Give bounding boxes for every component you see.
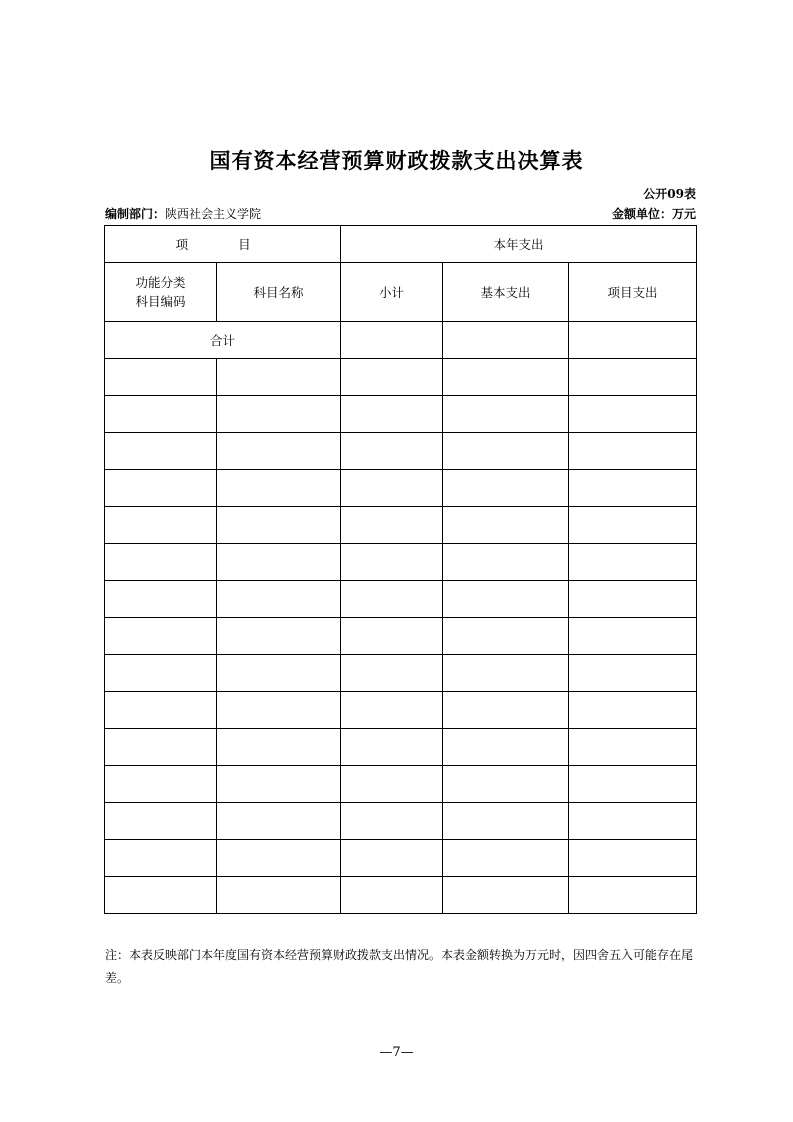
table-cell	[341, 433, 443, 470]
meta-row	[105, 205, 696, 223]
table-row	[105, 803, 697, 840]
table-row	[105, 840, 697, 877]
table-cell	[443, 877, 569, 914]
table-cell	[105, 581, 217, 618]
col-subtotal: 小计	[341, 263, 443, 322]
table-cell	[443, 470, 569, 507]
expense-table	[104, 225, 697, 914]
table-row	[105, 359, 697, 396]
col-project-expense: 项目支出	[569, 263, 697, 322]
table-cell	[217, 544, 341, 581]
table-cell	[105, 692, 217, 729]
table-row	[105, 729, 697, 766]
table-cell	[341, 877, 443, 914]
table-row	[105, 507, 697, 544]
table-row	[105, 655, 697, 692]
table-cell	[217, 507, 341, 544]
table-cell	[341, 766, 443, 803]
table-cell	[569, 618, 697, 655]
table-cell	[569, 544, 697, 581]
table-cell	[443, 803, 569, 840]
table-cell	[105, 507, 217, 544]
table-cell	[217, 729, 341, 766]
compiler-value: 陕西社会主义学院	[165, 207, 262, 221]
table-cell	[341, 618, 443, 655]
table-cell	[217, 581, 341, 618]
table-cell	[569, 803, 697, 840]
header-row-1	[105, 226, 697, 263]
table-cell	[217, 655, 341, 692]
table-cell	[569, 655, 697, 692]
table-cell	[341, 692, 443, 729]
table-cell	[217, 692, 341, 729]
table-cell	[341, 581, 443, 618]
table-cell	[443, 766, 569, 803]
table-cell	[443, 655, 569, 692]
table-cell	[217, 877, 341, 914]
table-cell	[105, 433, 217, 470]
table-cell	[105, 729, 217, 766]
table-row	[105, 470, 697, 507]
table-cell	[217, 840, 341, 877]
table-cell	[569, 877, 697, 914]
unit-label: 金额单位：万元	[611, 207, 696, 221]
table-cell	[217, 618, 341, 655]
table-cell	[443, 729, 569, 766]
table-cell	[443, 581, 569, 618]
table-cell	[105, 840, 217, 877]
table-cell	[105, 803, 217, 840]
table-row	[105, 766, 697, 803]
document-title: 国有资本经营预算财政拨款支出决算表	[209, 148, 584, 173]
table-cell	[443, 396, 569, 433]
table-cell	[105, 470, 217, 507]
table-cell	[217, 433, 341, 470]
table-cell	[217, 803, 341, 840]
table-cell	[341, 840, 443, 877]
table-cell	[569, 433, 697, 470]
table-cell	[217, 359, 341, 396]
table-row	[105, 544, 697, 581]
table-cell	[341, 507, 443, 544]
table-cell	[443, 692, 569, 729]
table-row	[105, 396, 697, 433]
table-cell	[217, 766, 341, 803]
total-subtotal	[341, 322, 443, 359]
form-number: 公开09表	[643, 187, 696, 201]
table-cell	[341, 544, 443, 581]
table-cell	[569, 581, 697, 618]
table-cell	[341, 396, 443, 433]
col-subject-name: 科目名称	[217, 263, 341, 322]
table-cell	[105, 877, 217, 914]
total-label: 合计	[105, 322, 341, 359]
compiler-label: 编制部门：	[105, 207, 166, 221]
table-cell	[105, 766, 217, 803]
table-cell	[443, 433, 569, 470]
header-item: 项 目	[105, 226, 341, 263]
total-project	[569, 322, 697, 359]
table-row	[105, 618, 697, 655]
header-year-expense: 本年支出	[341, 226, 697, 263]
table-cell	[105, 618, 217, 655]
total-row	[105, 322, 697, 359]
table-cell	[569, 470, 697, 507]
table-cell	[569, 396, 697, 433]
table-cell	[105, 655, 217, 692]
table-cell	[443, 618, 569, 655]
table-cell	[217, 396, 341, 433]
table-row	[105, 433, 697, 470]
col-basic-expense: 基本支出	[443, 263, 569, 322]
table-cell	[569, 507, 697, 544]
table-cell	[105, 359, 217, 396]
table-cell	[341, 655, 443, 692]
table-row	[105, 692, 697, 729]
table-cell	[443, 359, 569, 396]
table-cell	[569, 766, 697, 803]
table-row	[105, 877, 697, 914]
table-cell	[569, 729, 697, 766]
total-basic	[443, 322, 569, 359]
table-cell	[341, 803, 443, 840]
col-func-code: 功能分类 科目编码	[105, 263, 217, 322]
table-cell	[341, 470, 443, 507]
table-cell	[443, 544, 569, 581]
table-cell	[105, 544, 217, 581]
table-cell	[569, 840, 697, 877]
table-cell	[341, 729, 443, 766]
table-cell	[105, 396, 217, 433]
table-cell	[569, 359, 697, 396]
footnote: 注：本表反映部门本年度国有资本经营预算财政拨款支出情况。本表金额转换为万元时，因四舍五入可能存在尾差。	[105, 948, 694, 985]
table-cell	[443, 840, 569, 877]
compiler-info	[105, 205, 261, 223]
header-row-2	[105, 263, 697, 322]
table-cell	[341, 359, 443, 396]
page-number: —7—	[379, 1045, 414, 1060]
table-cell	[569, 692, 697, 729]
table-row	[105, 581, 697, 618]
table-cell	[217, 470, 341, 507]
table-cell	[443, 507, 569, 544]
